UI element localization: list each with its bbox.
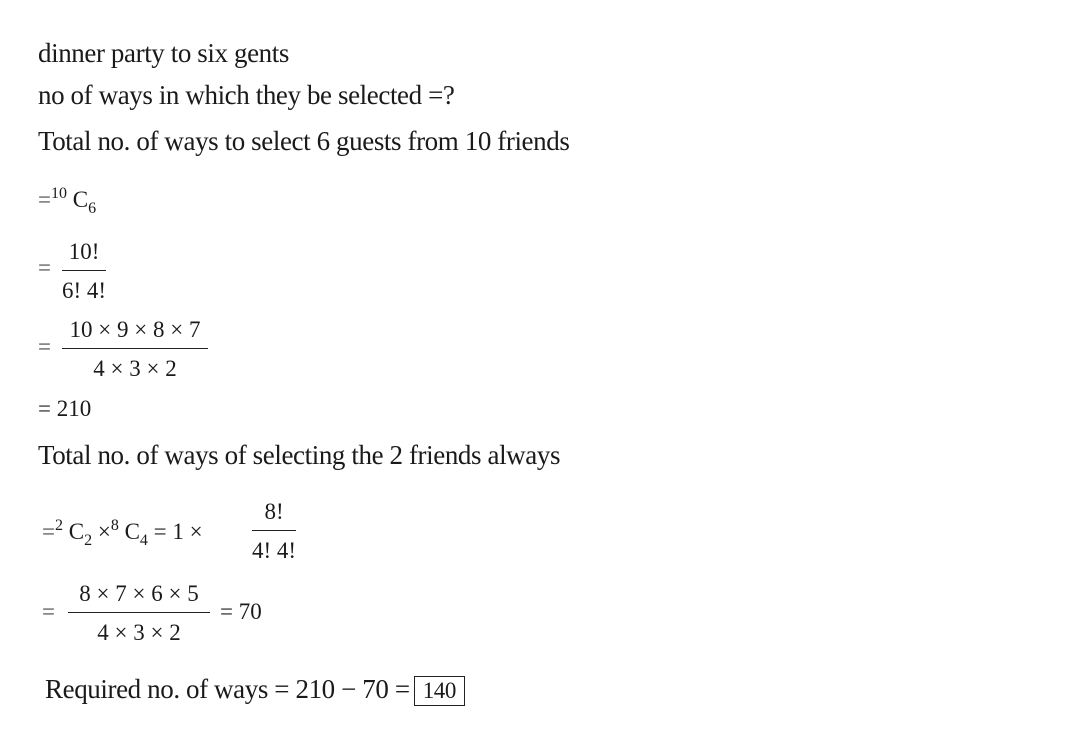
step-result-210: = 210 xyxy=(38,396,92,421)
fraction-denominator: 4 × 3 × 2 xyxy=(93,356,177,381)
fraction-denominator: 4 × 3 × 2 xyxy=(97,620,181,645)
step-result-70: = 70 xyxy=(220,599,262,624)
line-total-friends: Total no. of ways of selecting the 2 friends always xyxy=(38,440,561,470)
fraction-denominator: 6! 4! xyxy=(62,278,107,303)
fraction-bar xyxy=(62,348,208,349)
fraction-numerator: 10! xyxy=(68,239,100,264)
fraction-numerator: 8! xyxy=(264,499,284,524)
fraction-bar xyxy=(252,530,296,531)
line-total-select: Total no. of ways to select 6 guests from 10 friends xyxy=(38,126,570,156)
line-question: no of ways in which they be selected =? xyxy=(38,80,455,110)
fraction-bar xyxy=(62,270,106,271)
fraction-numerator: 10 × 9 × 8 × 7 xyxy=(69,317,201,342)
fraction-denominator: 4! 4! xyxy=(252,538,297,563)
step-combination-friends: =$^2$ $C_2 \times^8$ $C_4 = 1$ × xyxy=(42,517,203,549)
step-combination-10c6: =$^{10}$ $C_6$ xyxy=(38,185,97,217)
fraction-numerator: 8 × 7 × 6 × 5 xyxy=(79,581,199,606)
line-dinner-party: dinner party to six gents xyxy=(38,38,289,68)
final-answer-box: 140 xyxy=(414,676,465,706)
final-label: Required no. of ways = 210 − 70 = xyxy=(45,674,410,704)
step-eq-product: = xyxy=(38,334,51,359)
fraction-product xyxy=(62,318,208,380)
fraction-factorial xyxy=(62,240,106,302)
fraction-product-2 xyxy=(68,582,210,644)
fraction-bar xyxy=(68,612,210,613)
fraction-friends xyxy=(252,500,296,562)
step-eq-product-2: = xyxy=(42,599,55,624)
final-answer-line xyxy=(45,676,465,706)
step-eq-factorial: = xyxy=(38,255,51,280)
